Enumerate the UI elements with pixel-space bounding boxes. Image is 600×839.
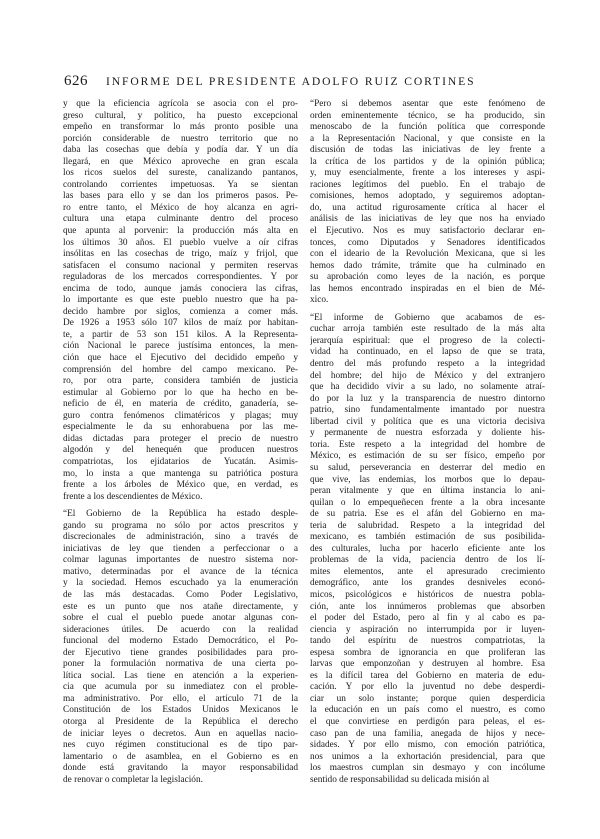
text-line: los ricos suelos del sureste, canalizando pantanos, bbox=[63, 168, 298, 179]
text-line: Constitución de los Estados Unidos Mexicanos le bbox=[63, 705, 298, 716]
text-line: ciar un solo instante; porque quien desperdicia bbox=[310, 693, 545, 704]
text-line: análisis de las iniciativas de ley que nos ha enviado bbox=[310, 214, 545, 225]
text-line: es la difícil tarea del Gobierno en materia de edu- bbox=[310, 670, 545, 681]
text-line: menoscabo de la función política que corresponde bbox=[310, 122, 545, 133]
text-line: y la sociedad. Hemos escuchado ya la enumeración bbox=[63, 578, 298, 589]
text-line: comprensión del hombre del campo mexicano. Pe- bbox=[63, 364, 298, 375]
text-line: donde está gravitando la mayor responsabilidad bbox=[63, 763, 298, 774]
text-line: cación. Y por ello la juventud no debe desperdi- bbox=[310, 682, 545, 693]
text-line: funcional del moderno Estado Democrático, el Po- bbox=[63, 636, 298, 647]
text-line: satisfacen el consumo nacional y permiten reservas bbox=[63, 260, 298, 271]
text-line: “Pero si debemos asentar que este fenómeno de bbox=[310, 99, 545, 109]
text-line: discusión de todas las iniciativas de ley frente a bbox=[310, 145, 545, 156]
text-line: ción Nacional le parece justísima entonces, la men- bbox=[63, 341, 298, 352]
text-line: especialmente le da su enhorabuena por las me- bbox=[63, 422, 298, 433]
text-line: empeño en transformar lo más pronto posible una bbox=[63, 122, 298, 133]
text-line: encima de todo, aunque jamás conociera las cifras, bbox=[63, 283, 298, 294]
text-line: tonces, como Diputados y Senadores identificados bbox=[310, 237, 545, 248]
text-line: sobre el cual el pueblo puede anotar algunas con- bbox=[63, 613, 298, 624]
text-line: lamentario o de asamblea, en el Gobierno es en bbox=[63, 751, 298, 762]
text-line: ro entre tanto, el México de hoy alcanza en agri- bbox=[63, 202, 298, 213]
text-line: larvas que emponzoñan y destruyen al hombre. Esa bbox=[310, 659, 545, 670]
text-line: los maestros cumplan sin desmayo y con incólume bbox=[310, 763, 545, 774]
text-line: estimular al Gobierno por lo que ha hecho en be- bbox=[63, 387, 298, 398]
paragraph bbox=[310, 313, 545, 786]
text-line: des culturales, lucha por hacerlo eficiente ante los bbox=[310, 543, 545, 554]
text-line: teria de salubridad. Respeto a la integridad del bbox=[310, 520, 545, 531]
text-line: con el ideario de la Revolución Mexicana, que si les bbox=[310, 249, 545, 260]
text-line: peran vitalmente y que en última instancia lo ani- bbox=[310, 486, 545, 497]
text-line: y que la eficiencia agrícola se asocia con el pro- bbox=[63, 99, 298, 109]
text-line: insólitas en las cosechas de trigo, maíz y frijol, que bbox=[63, 249, 298, 260]
text-line: que apunta al porvenir: la producción más alta en bbox=[63, 226, 298, 237]
paragraph bbox=[310, 99, 545, 307]
text-line: sentido de responsabilidad su delicada misión al bbox=[310, 774, 490, 785]
running-title: INFORME DEL PRESIDENTE ADOLFO RUIZ CORTINES bbox=[106, 75, 476, 88]
text-line: decido hambre por siglos, comienza a comer más. bbox=[63, 306, 298, 317]
text-line: xico. bbox=[310, 295, 329, 306]
text-line: que vive, las endemias, los morbos que lo depau- bbox=[310, 474, 545, 485]
text-line: micos, psicológicos e históricos de nuestra pobla- bbox=[310, 589, 545, 600]
text-line: neficio de él, en materia de crédito, ganadería, se- bbox=[63, 399, 298, 410]
text-line: problemas de la vida, paciencia dentro de los lí- bbox=[310, 555, 545, 566]
text-line: do por la luz y la transparencia de nuestro dintorno bbox=[310, 393, 545, 404]
text-line: lítica social. Las tiene en atención a la experien- bbox=[63, 670, 298, 681]
text-line: mexicano, es también estimación de sus posibilida- bbox=[310, 532, 545, 543]
text-line: do, una actitud rigurosamente crítica al hacer el bbox=[310, 202, 545, 213]
text-line: el Ejecutivo. Nos es muy satisfactorio declarar en- bbox=[310, 226, 545, 237]
text-line: jerarquía espiritual: que el progreso de la colecti- bbox=[310, 335, 545, 346]
text-line: mativo, determinadas por el avance de la técnica bbox=[63, 566, 298, 577]
text-line: mo, lo insta a que mantenga su patriótica postura bbox=[63, 468, 298, 479]
text-line: compatriotas, los ejidatarios de Yucatán. Asimis- bbox=[63, 456, 298, 467]
text-line: tando del espíritu de nuestros compatriotas, la bbox=[310, 636, 545, 647]
text-line: de iniciar leyes o decretos. Aun en aquellas nacio- bbox=[63, 728, 298, 739]
text-line: de renovar o completar la legislación. bbox=[63, 774, 203, 785]
text-line: este es un punto que nos atañe directamente, y bbox=[63, 601, 298, 612]
text-line: de su patria. Ese es el afán del Gobierno en ma- bbox=[310, 509, 545, 520]
text-line: raciones legítimos del pueblo. En el trabajo de bbox=[310, 179, 545, 190]
text-line: der Ejecutivo tiene grandes posibilidades para pro- bbox=[63, 647, 298, 658]
text-line: frente a los árboles de México que, en verdad, es bbox=[63, 480, 298, 491]
text-line: colmar lagunas importantes de nuestro sistema nor- bbox=[63, 555, 298, 566]
text-line: mites elementos, ante el apresurado crecimiento bbox=[310, 566, 545, 577]
text-line: las bases para ello y se dan los primeros pasos. Pe- bbox=[63, 191, 298, 202]
text-line: nes cuyo régimen constitucional es de tipo par- bbox=[63, 740, 298, 751]
text-line: controlando corrientes impetuosas. Ya se sientan bbox=[63, 179, 298, 190]
right-text-column bbox=[310, 99, 545, 786]
text-line: cia que acumula por su inmediatez con el proble- bbox=[63, 682, 298, 693]
text-line: vidad ha continuado, en el lapso de que se trata, bbox=[310, 347, 545, 358]
text-line: quilan o lo empequeñecen frente a la obra incesante bbox=[310, 497, 545, 508]
text-line: llegará, en que México aproveche en gran escala bbox=[63, 156, 298, 167]
text-line: ro, por otra parte, considera también de justicia bbox=[63, 376, 298, 387]
text-line: toria. Este respeto a la integridad del hombre de bbox=[310, 439, 545, 450]
text-line: de las más destacadas. Como Poder Legislativo, bbox=[63, 589, 298, 600]
text-line: espesa sombra de ignorancia en que proliferan las bbox=[310, 647, 545, 658]
text-line: cultura una etapa culminante dentro del proceso bbox=[63, 214, 298, 225]
text-line: dentro del más profundo respeto a la integridad bbox=[310, 359, 545, 370]
text-line: ciencia y aspiración no interrumpida por ir luyen- bbox=[310, 624, 545, 635]
text-line: su aprobación como leyes de la nación, es porque bbox=[310, 272, 545, 283]
text-line: sidades. Y por ello mismo, con emoción patriótica, bbox=[310, 740, 545, 751]
text-line: te, a partir de 53 son 151 kilos. A la Representa- bbox=[63, 329, 298, 340]
text-line: didas dictadas para proteger el precio de nuestro bbox=[63, 433, 298, 444]
text-line: poner la formulación normativa de una cierta po- bbox=[63, 659, 298, 670]
text-line: “El Gobierno de la República ha estado desple- bbox=[63, 509, 298, 520]
text-line: porción considerable de nuestro territorio que no bbox=[63, 133, 298, 144]
text-line: greso cultural, y político, ha puesto excepcional bbox=[63, 110, 298, 121]
text-line: los últimos 30 años. El pueblo vuelve a oír cifras bbox=[63, 237, 298, 248]
text-line: daba las cosechas que debía y podía dar. Y un día bbox=[63, 145, 298, 156]
text-line: discrecionales de administración, sino a través de bbox=[63, 532, 298, 543]
text-line: la crítica de los partidos y de la opinión pública; bbox=[310, 156, 545, 167]
text-line: otorga al Presidente de la República el derecho bbox=[63, 716, 298, 727]
text-line: comisiones, hemos adoptado, y seguiremos adoptan- bbox=[310, 191, 545, 202]
text-line: orden eminentemente técnico, se ha producido, sin bbox=[310, 110, 545, 121]
text-line: ción, ante los innúmeros problemas que absorben bbox=[310, 601, 545, 612]
page-header bbox=[64, 73, 544, 93]
text-line: libertad civil y política que es una victoria decisiva bbox=[310, 416, 545, 427]
left-text-column bbox=[63, 99, 298, 786]
text-line: gando su programa no sólo por actos prescritos y bbox=[63, 520, 298, 531]
text-line: demográfico, ante los grandes desniveles econó- bbox=[310, 578, 545, 589]
text-line: y, muy esencialmente, frente a los intereses y aspi- bbox=[310, 168, 545, 179]
text-line: guro contra fenómenos climatéricos y plagas; muy bbox=[63, 410, 298, 421]
text-line: De 1926 a 1953 sólo 107 kilos de maíz por habitan- bbox=[63, 318, 298, 329]
text-line: reguladoras de los mercados correspondientes. Y por bbox=[63, 272, 298, 283]
text-line: caso pan de una familia, anegada de hijos y nece- bbox=[310, 728, 545, 739]
text-line: algodón y del henequén que producen nuestros bbox=[63, 445, 298, 456]
text-line: la educación en un país como el nuestro, es como bbox=[310, 705, 545, 716]
text-line: lo importante es que este pueblo nuestro que ha pa- bbox=[63, 295, 298, 306]
text-line: México, es estimación de su ser físico, empeño por bbox=[310, 451, 545, 462]
text-line: que ha decidido vivir a su lado, no solamente atraí- bbox=[310, 382, 545, 393]
text-line: patrio, sino fundamentalmente imantado por nuestra bbox=[310, 405, 545, 416]
text-line: ción que hace el Ejecutivo del decidido empeño y bbox=[63, 353, 298, 364]
paragraph bbox=[63, 509, 298, 786]
text-line: iniciativas de ley que tienden a perfeccionar o a bbox=[63, 543, 298, 554]
text-line: frente a los descendientes de México. bbox=[63, 491, 203, 502]
text-line: su salud, perseverancia en desterrar del medio en bbox=[310, 462, 545, 473]
text-line: y permanente de nuestra esforzada y doliente his- bbox=[310, 428, 545, 439]
text-line: “El informe de Gobierno que acabamos de es- bbox=[310, 312, 545, 323]
text-line: cuchar arroja también este resultado de la más alta bbox=[310, 324, 545, 335]
text-line: las hemos encontrado inspiradas en el bien de Mé- bbox=[310, 283, 545, 294]
text-line: nos unimos a la exhortación presidencial, para que bbox=[310, 751, 545, 762]
text-line: el que convirtiese en perdigón para peleas, el es- bbox=[310, 716, 545, 727]
text-line: ma administrativo. Por ello, el artículo 71 de la bbox=[63, 693, 298, 704]
paragraph bbox=[63, 99, 298, 503]
text-line: a la Representación Nacional, y que consiste en la bbox=[310, 133, 545, 144]
text-line: el poder del Estado, pero al fin y al cabo es pa- bbox=[310, 613, 545, 624]
page-number: 626 bbox=[64, 73, 88, 89]
text-line: del hombre; del hijo de México y del extranjero bbox=[310, 370, 545, 381]
text-line: hemos dado trámite, trámite que ha culminado en bbox=[310, 260, 545, 271]
text-line: sideraciones útiles. De acuerdo con la realidad bbox=[63, 624, 298, 635]
